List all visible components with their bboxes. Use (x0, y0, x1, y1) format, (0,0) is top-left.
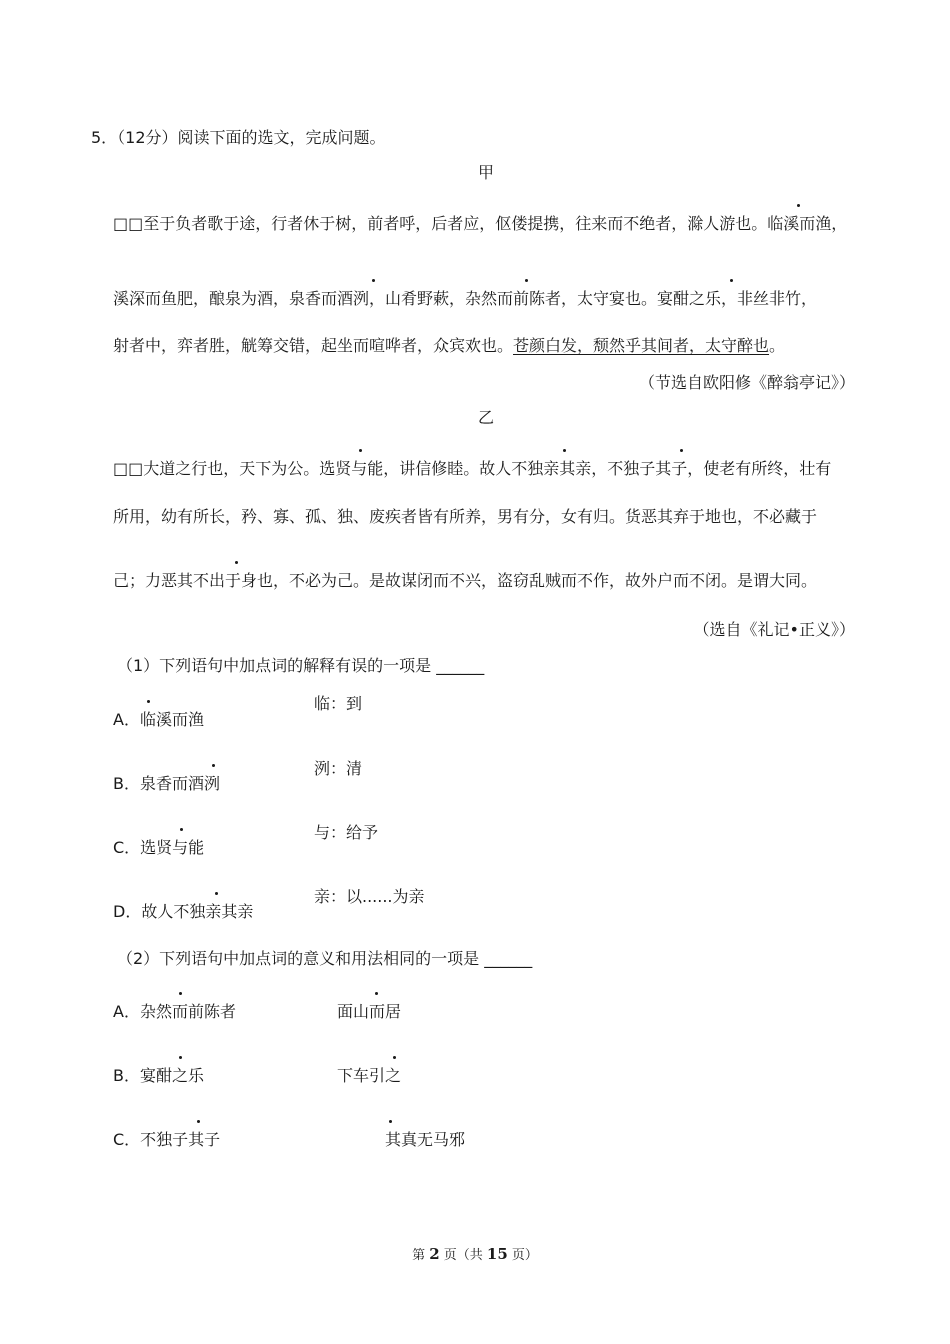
passage-a-line (113, 336, 785, 356)
emphasis-dot (680, 449, 683, 452)
page-number: 2 (429, 1245, 440, 1263)
q1-option-b[interactable]: B．泉香而酒洌 (113, 774, 220, 793)
emphasis-dot (389, 1120, 392, 1123)
passage-b-heading: 乙 (478, 408, 495, 427)
emphasis-dot (197, 1120, 200, 1123)
footer-prefix: 第 (412, 1248, 430, 1263)
q1-option-c-explain: 与：给予 (314, 823, 379, 842)
emphasis-dot (563, 449, 566, 452)
emphasis-dot (179, 1056, 182, 1059)
footer-middle: 页（共 (439, 1248, 487, 1263)
emphasis-dot (235, 561, 238, 564)
passage-text: 射者中，弈者胜，觥筹交错，起坐而喧哗者，众宾欢也。 (113, 336, 514, 355)
q1-option-a-explain: 临：到 (314, 694, 363, 713)
passage-b-line: 己；力恶其不出于身也，不必为己。是故谋闭而不兴，盗窃乱贼而不作，故外户而不闭。是谓大同。 (113, 571, 818, 590)
q1-option-d[interactable]: D．故人不独亲其亲 (113, 902, 254, 921)
passage-a-source: （节选自欧阳修《醉翁亭记》） (638, 373, 855, 392)
q2-option-c-compare: 其真无马邪 (385, 1130, 466, 1149)
passage-a-line: □□至于负者歌于途，行者休于树，前者呼，后者应，伛偻提携，往来而不绝者，滁人游也。临溪而渔， (113, 214, 848, 233)
q1-option-c[interactable]: C．选贤与能 (113, 838, 205, 857)
q1-option-b-explain: 洌：清 (314, 759, 363, 778)
passage-a-line: 溪深而鱼肥，酿泉为酒，泉香而酒洌，山肴野蔌，杂然而前陈者，太守宴也。宴酣之乐，非丝非竹， (113, 289, 818, 308)
sentence-end: 。 (769, 336, 786, 355)
question-header: 5．（12分）阅读下面的选文，完成问题。 (91, 128, 386, 147)
footer-suffix: 页） (507, 1248, 538, 1263)
q2-option-a[interactable]: A．杂然而前陈者 (113, 1002, 236, 1021)
emphasis-dot (179, 992, 182, 995)
q2-option-b[interactable]: B．宴酣之乐 (113, 1066, 204, 1085)
emphasis-dot (180, 828, 183, 831)
q1-option-d-explain: 亲：以......为亲 (314, 887, 425, 906)
q1-prompt: （1）下列语句中加点词的解释有误的一项是 ______ (117, 656, 485, 675)
emphasis-dot (797, 204, 800, 207)
passage-b-line: 所用，幼有所长，矜、寡、孤、独、废疾者皆有所养，男有分，女有归。货恶其弃于地也，不必藏于 (113, 507, 818, 526)
emphasis-dot (372, 279, 375, 282)
emphasis-dot (147, 700, 150, 703)
q2-option-b-compare: 下车引之 (337, 1066, 402, 1085)
page-total: 15 (486, 1245, 508, 1263)
passage-a-heading: 甲 (478, 163, 495, 182)
emphasis-dot (525, 279, 528, 282)
emphasis-dot (212, 764, 215, 767)
emphasis-dot (730, 279, 733, 282)
emphasis-dot (215, 892, 218, 895)
q2-option-a-compare: 面山而居 (337, 1002, 402, 1021)
emphasis-dot (359, 449, 362, 452)
passage-b-source: （选自《礼记•正义》） (693, 620, 855, 639)
emphasis-dot (393, 1056, 396, 1059)
underlined-sentence: 苍颜白发，颓然乎其间者，太守醉也 (513, 336, 770, 355)
q1-option-a[interactable]: A．临溪而渔 (113, 710, 204, 729)
emphasis-dot (375, 992, 378, 995)
page-footer (0, 1244, 950, 1266)
q2-prompt: （2）下列语句中加点词的意义和用法相同的一项是 ______ (117, 949, 533, 968)
passage-b-line: □□大道之行也，天下为公。选贤与能，讲信修睦。故人不独亲其亲，不独子其子，使老有所终，壮有 (113, 459, 832, 478)
q2-option-c[interactable]: C．不独子其子 (113, 1130, 221, 1149)
